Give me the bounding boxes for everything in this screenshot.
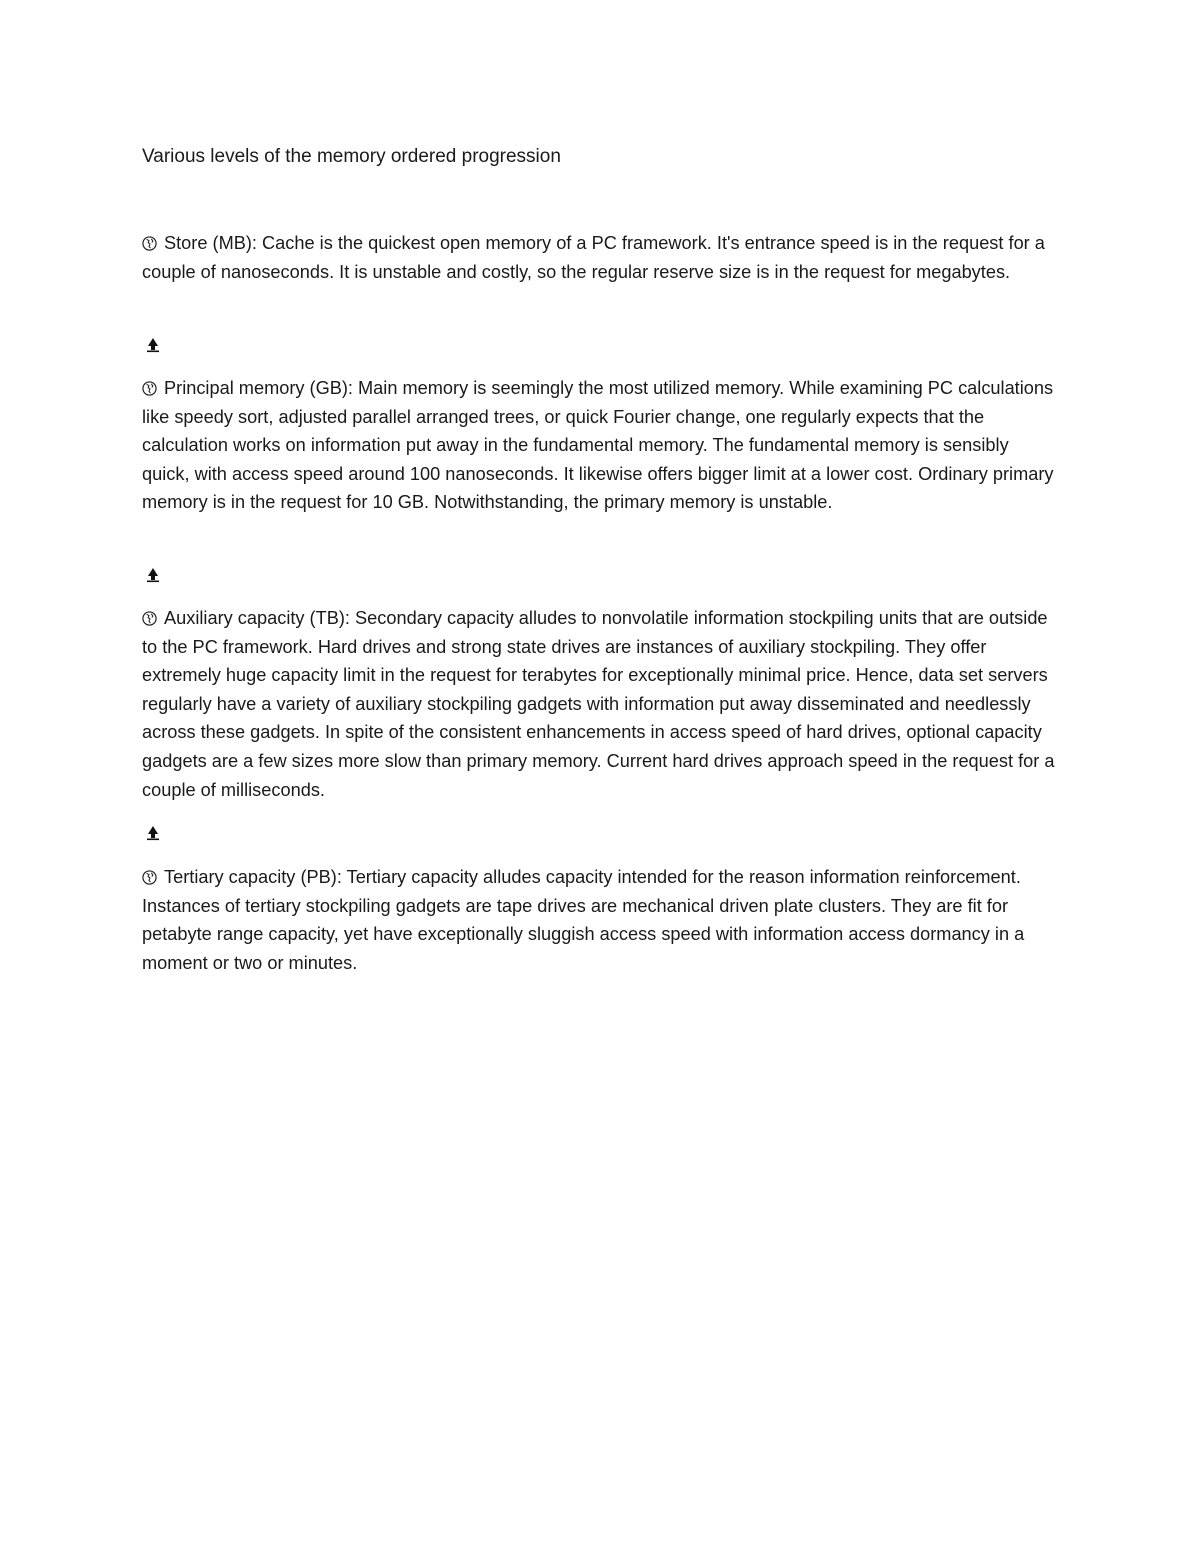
section-principal-memory: [142, 374, 1060, 517]
document-title: Various levels of the memory ordered progression: [142, 146, 561, 167]
section-store: [142, 229, 1060, 286]
section-text: Tertiary capacity (PB): Tertiary capacity alludes capacity intended for the reason information reinforcement. Instances of tertiary stockpiling gadgets are tape drives are mechanical driven plate clusters. They are fit for petabyte range capacity, yet have exceptionally sluggish access speed with information access dormancy in a moment or two or minutes.: [142, 867, 1025, 973]
down-arrow-icon: [144, 566, 162, 584]
section-text: Store (MB): Cache is the quickest open memory of a PC framework. It's entrance speed is in the request for a couple of nanoseconds. It is unstable and costly, so the regular reserve size is in the request for megabytes.: [142, 233, 1045, 282]
globe-icon: [142, 870, 157, 885]
section-tertiary-capacity: [142, 863, 1060, 977]
globe-icon: [142, 236, 157, 251]
globe-icon: [142, 381, 157, 396]
section-text: Principal memory (GB): Main memory is seemingly the most utilized memory. While examining PC calculations like speedy sort, adjusted parallel arranged trees, or quick Fourier change, one regularly expects that the calculation works on information put away in the fundamental memory. The fundamental memory is sensibly quick, with access speed around 100 nanoseconds. It likewise offers bigger limit at a lower cost. Ordinary primary memory is in the request for 10 GB. Notwithstanding, the primary memory is unstable.: [142, 378, 1054, 513]
section-auxiliary-capacity: [142, 604, 1060, 804]
globe-icon: [142, 611, 157, 626]
section-text: Auxiliary capacity (TB): Secondary capacity alludes to nonvolatile information stockpiling units that are outside to the PC framework. Hard drives and strong state drives are instances of auxiliary stockpiling. They offer extremely huge capacity limit in the request for terabytes for exceptionally minimal price. Hence, data set servers regularly have a variety of auxiliary stockpiling gadgets with information put away disseminated and needlessly across these gadgets. In spite of the consistent enhancements in access speed of hard drives, optional capacity gadgets are a few sizes more slow than primary memory. Current hard drives approach speed in the request for a couple of milliseconds.: [142, 608, 1055, 800]
down-arrow-icon: [144, 336, 162, 354]
down-arrow-icon: [144, 824, 162, 842]
